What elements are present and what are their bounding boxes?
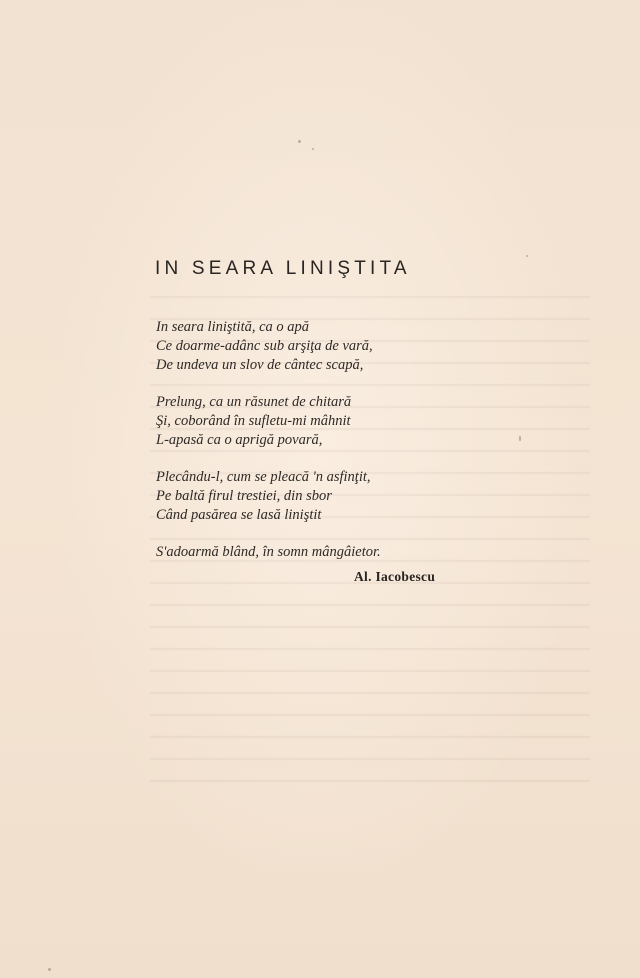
poem-line: Şi, coborând în sufletu-mi mâhnit — [156, 413, 351, 429]
poem-stanza-2 — [156, 393, 486, 450]
poem-title: IN SEARA LINIŞTITA — [155, 258, 411, 279]
paper-speck — [526, 255, 528, 257]
poem-stanza-3 — [156, 468, 486, 525]
poem-line: De undeva un slov de cântec scapă, — [156, 357, 364, 373]
paper-speck — [48, 968, 51, 971]
poem-body — [156, 318, 486, 580]
poem-stanza-1 — [156, 318, 486, 375]
poem-line: Când pasărea se lasă liniştit — [156, 507, 322, 523]
paper-speck — [312, 148, 314, 150]
poem-line: Ce doarme-adânc sub arşiţa de vară, — [156, 338, 373, 354]
paper-speck — [298, 140, 301, 143]
poem-line: In seara liniştită, ca o apă — [156, 319, 310, 335]
author-signature: Al. Iacobescu — [354, 569, 436, 584]
poem-line: Prelung, ca un răsunet de chitară — [156, 394, 352, 410]
poem-line: Plecându-l, cum se pleacă 'n asfinţit, — [156, 469, 371, 485]
poem-line: L-apasă ca o aprigă povară, — [156, 432, 323, 448]
poem-stanza-4 — [156, 543, 486, 562]
poem-line: S'adoarmă blând, în somn mângâietor. — [156, 544, 381, 560]
paper-speck — [519, 436, 521, 441]
poem-line: Pe baltă firul trestiei, din sbor — [156, 488, 332, 504]
